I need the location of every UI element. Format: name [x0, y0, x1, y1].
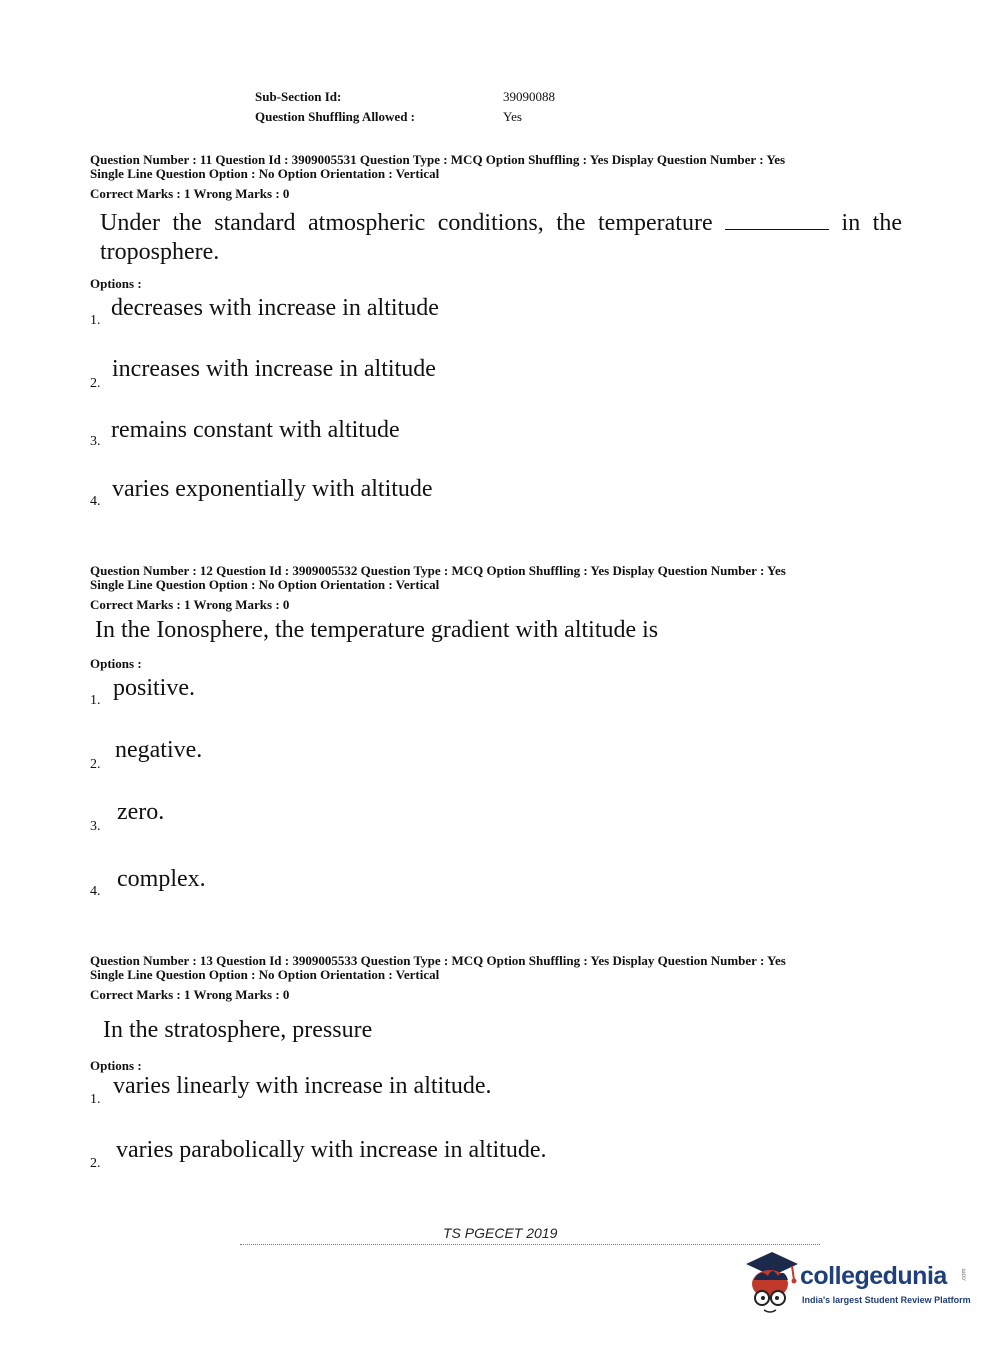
- question-text-part1: Under the standard atmospheric conditions, the temperature: [100, 210, 713, 236]
- option-number: 1.: [90, 313, 101, 328]
- option-text: negative.: [115, 737, 203, 763]
- question-meta-line1: Question Number : 13 Question Id : 3909005533 Question Type : MCQ Option Shuffling : Yes Display Question Number : Yes: [90, 953, 786, 968]
- collegedunia-logo[interactable]: [742, 1250, 972, 1320]
- option-number: 1.: [90, 693, 101, 708]
- question-meta-line1: Question Number : 11 Question Id : 3909005531 Question Type : MCQ Option Shuffling : Yes Display Question Number : Yes: [90, 152, 786, 167]
- graduate-mascot-icon: [742, 1250, 802, 1316]
- option-number: 3.: [90, 434, 101, 449]
- logo-wordmark: collegedunia: [800, 1262, 947, 1290]
- sub-section-id-value: 39090088: [503, 89, 555, 104]
- question-text: In the Ionosphere, the temperature gradient with altitude is: [95, 617, 659, 643]
- question-shuffling-label: Question Shuffling Allowed :: [255, 109, 416, 124]
- option-text: complex.: [117, 866, 206, 892]
- option-text: decreases with increase in altitude: [111, 295, 439, 321]
- question-shuffling-value: Yes: [503, 109, 522, 124]
- option-number: 4.: [90, 494, 101, 509]
- question-meta-line2: Single Line Question Option : No Option Orientation : Vertical: [90, 577, 440, 592]
- option-text: varies exponentially with altitude: [112, 476, 433, 502]
- question-marks: Correct Marks : 1 Wrong Marks : 0: [90, 597, 290, 612]
- option-text: zero.: [117, 799, 165, 825]
- option-number: 2.: [90, 757, 101, 772]
- options-heading: Options :: [90, 656, 142, 671]
- question-text-part2: in the troposphere.: [100, 210, 903, 265]
- option-number: 3.: [90, 819, 101, 834]
- footer-divider: [240, 1244, 820, 1245]
- option-number: 2.: [90, 376, 101, 391]
- question-text: [100, 209, 902, 267]
- exam-title-footer: TS PGECET 2019: [443, 1225, 558, 1241]
- option-text: varies parabolically with increase in altitude.: [116, 1137, 547, 1163]
- question-text: In the stratosphere, pressure: [103, 1017, 373, 1043]
- question-marks: Correct Marks : 1 Wrong Marks : 0: [90, 186, 290, 201]
- option-number: 2.: [90, 1156, 101, 1171]
- option-text: increases with increase in altitude: [112, 356, 436, 382]
- question-meta-line1: Question Number : 12 Question Id : 3909005532 Question Type : MCQ Option Shuffling : Yes Display Question Number : Yes: [90, 563, 786, 578]
- option-number: 4.: [90, 884, 101, 899]
- logo-tagline: India's largest Student Review Platform: [802, 1295, 971, 1305]
- logo-domain-suffix: .com: [961, 1268, 968, 1282]
- question-meta-line2: Single Line Question Option : No Option Orientation : Vertical: [90, 166, 440, 181]
- option-number: 1.: [90, 1092, 101, 1107]
- question-meta-line2: Single Line Question Option : No Option Orientation : Vertical: [90, 967, 440, 982]
- answer-blank: [725, 211, 829, 230]
- options-heading: Options :: [90, 1058, 142, 1073]
- option-text: varies linearly with increase in altitude.: [113, 1073, 492, 1099]
- question-marks: Correct Marks : 1 Wrong Marks : 0: [90, 987, 290, 1002]
- option-text: remains constant with altitude: [111, 417, 400, 443]
- sub-section-id-label: Sub-Section Id:: [255, 89, 342, 104]
- option-text: positive.: [113, 675, 195, 701]
- options-heading: Options :: [90, 276, 142, 291]
